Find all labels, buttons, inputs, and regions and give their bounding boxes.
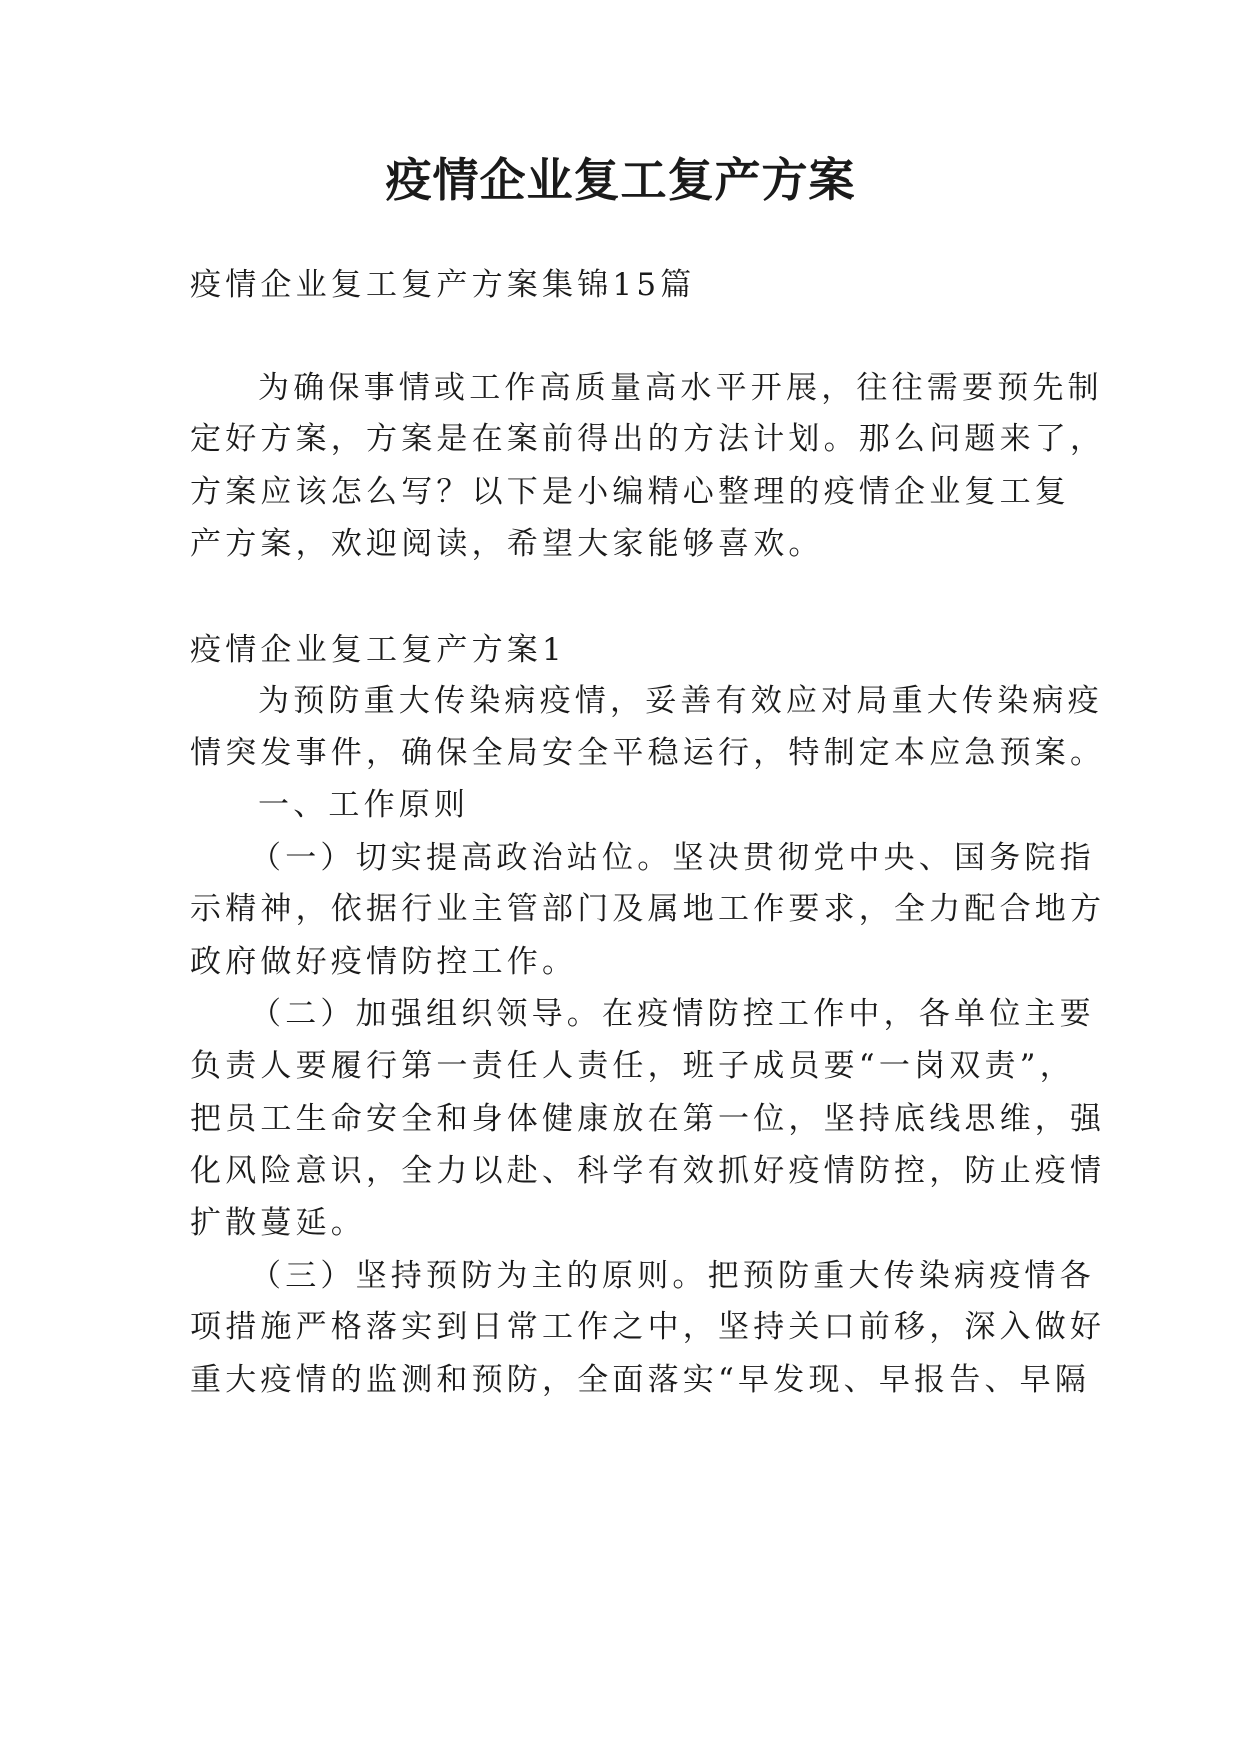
item-line: 重大疫情的监测和预防，全面落实“早发现、早报告、早隔 <box>190 1362 1091 1398</box>
item-line: 示精神，依据行业主管部门及属地工作要求，全力配合地方 <box>190 891 1106 927</box>
item-line: 项措施严格落实到日常工作之中，坚持关口前移，深入做好 <box>190 1309 1106 1345</box>
item-line: （一）切实提高政治站位。坚决贯彻党中央、国务院指 <box>250 840 1095 876</box>
section-heading: 疫情企业复工复产方案1 <box>190 632 566 668</box>
item-line: 扩散蔓延。 <box>190 1205 366 1241</box>
principles-heading: 一、工作原则 <box>258 787 470 823</box>
item-line: 把员工生命安全和身体健康放在第一位，坚持底线思维，强 <box>190 1101 1106 1137</box>
item-line: （三）坚持预防为主的原则。把预防重大传染病疫情各 <box>250 1258 1095 1294</box>
paragraph-line: 为预防重大传染病疫情，妥善有效应对局重大传染病疫 <box>258 683 1103 719</box>
document-title: 疫情企业复工复产方案 <box>385 153 856 207</box>
intro-line: 定好方案，方案是在案前得出的方法计划。那么问题来了， <box>190 421 1106 457</box>
intro-line: 产方案，欢迎阅读，希望大家能够喜欢。 <box>190 526 824 562</box>
intro-line: 方案应该怎么写？以下是小编精心整理的疫情企业复工复 <box>190 474 1070 510</box>
document-subtitle: 疫情企业复工复产方案集锦15篇 <box>190 267 696 303</box>
paragraph-line: 情突发事件，确保全局安全平稳运行，特制定本应急预案。 <box>190 735 1106 771</box>
item-line: 化风险意识，全力以赴、科学有效抓好疫情防控，防止疫情 <box>190 1153 1106 1189</box>
item-line: 政府做好疫情防控工作。 <box>190 944 578 980</box>
intro-line: 为确保事情或工作高质量高水平开展，往往需要预先制 <box>258 370 1103 406</box>
item-line: 负责人要履行第一责任人责任，班子成员要“一岗双责”， <box>190 1048 1075 1084</box>
item-line: （二）加强组织领导。在疫情防控工作中，各单位主要 <box>250 996 1095 1032</box>
